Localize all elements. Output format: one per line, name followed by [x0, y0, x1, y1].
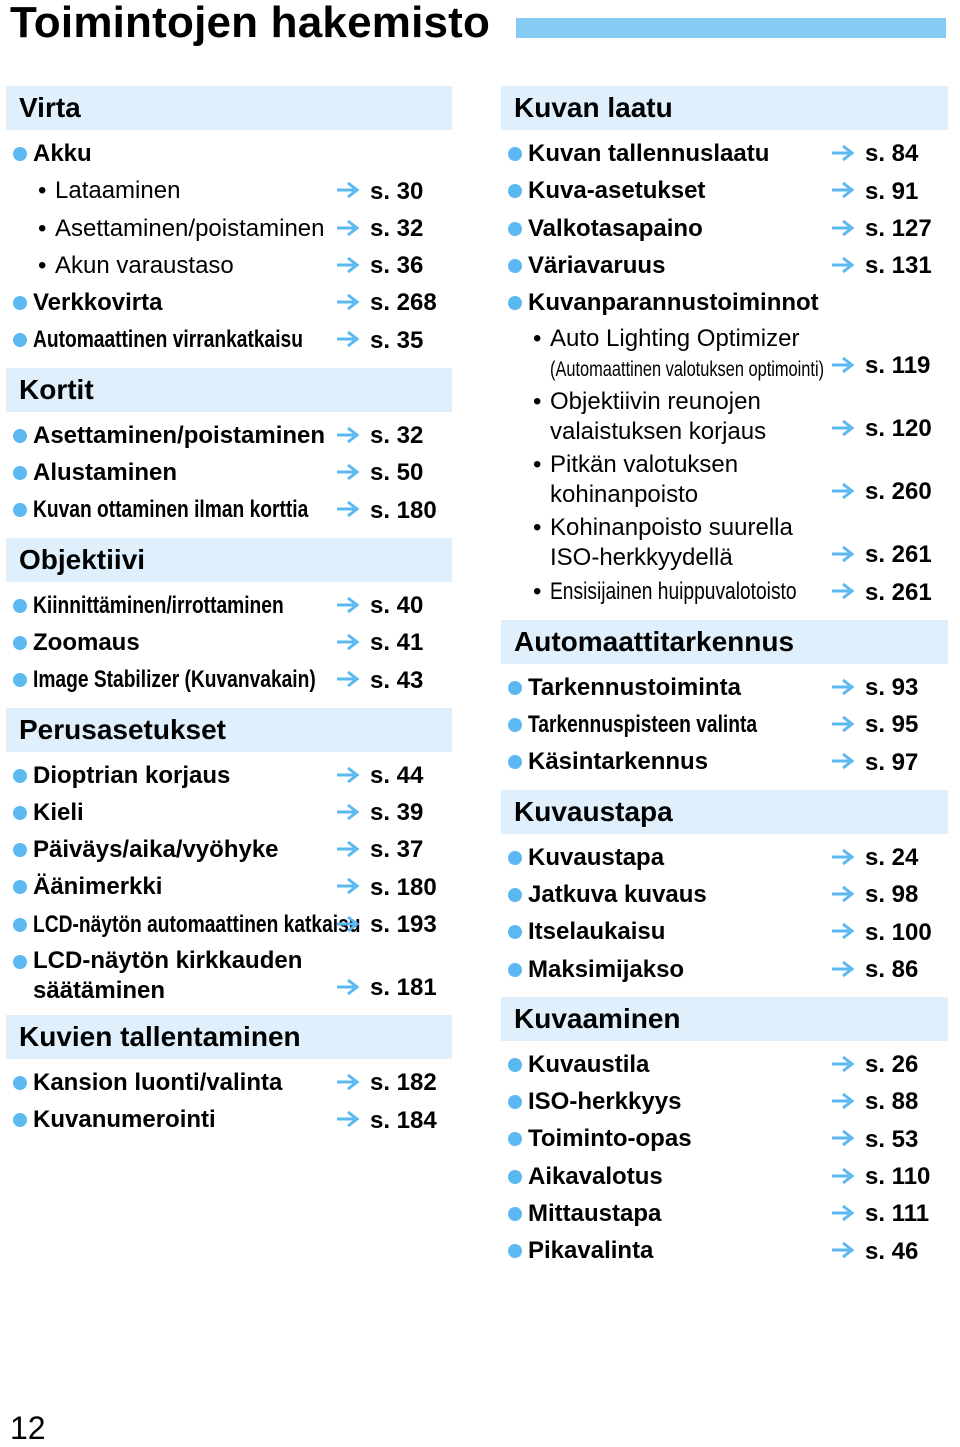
- page-reference[interactable]: [336, 417, 423, 454]
- entry-label-line-2: kohinanpoisto: [550, 481, 699, 509]
- index-entry[interactable]: [6, 321, 452, 358]
- entry-list: [501, 135, 948, 611]
- entry-label-line: Asettaminen/poistaminen: [33, 421, 326, 449]
- entry-label-line: Kieli: [33, 798, 84, 826]
- page-reference-text: s. 184: [370, 1106, 437, 1134]
- page-reference[interactable]: [831, 951, 918, 988]
- arrow-right-icon: [831, 143, 855, 163]
- section-heading: Kuvien tallentaminen: [6, 1015, 452, 1059]
- arrow-right-icon: [831, 1203, 855, 1223]
- page-reference[interactable]: [336, 906, 437, 943]
- page-reference-text: s. 40: [370, 591, 424, 619]
- page-reference[interactable]: [831, 247, 932, 284]
- page-reference-text: s. 131: [865, 252, 932, 280]
- title-accent-bar: [516, 18, 946, 38]
- index-entry[interactable]: [501, 247, 948, 284]
- entry-label-line: Kohinanpoisto suurella: [550, 514, 793, 542]
- entry-label-line: Kuvan ottaminen ilman korttia: [33, 496, 309, 524]
- page-reference[interactable]: [336, 662, 423, 699]
- index-entry[interactable]: [6, 1101, 452, 1138]
- index-entry[interactable]: [6, 757, 452, 794]
- arrow-right-icon: [831, 1166, 855, 1186]
- page-reference-text: s. 41: [370, 629, 424, 657]
- entry-label-line: Jatkuva kuvaus: [528, 880, 707, 908]
- page-reference-text: s. 88: [865, 1088, 919, 1116]
- page-reference[interactable]: [336, 1064, 437, 1101]
- entry-label-line: Image Stabilizer (Kuvanvakain): [33, 666, 316, 694]
- sub-bullet-icon: •: [533, 388, 542, 416]
- entry-label-line: Auto Lighting Optimizer: [550, 325, 800, 353]
- arrow-right-icon: [336, 977, 360, 997]
- arrow-right-icon: [831, 1054, 855, 1074]
- index-entry[interactable]: [501, 1232, 948, 1269]
- page-reference-text: s. 127: [865, 214, 932, 242]
- index-section: [501, 86, 948, 611]
- entry-label-line: Aikavalotus: [528, 1162, 663, 1190]
- page-reference[interactable]: [831, 1195, 929, 1232]
- page-reference[interactable]: [831, 706, 918, 743]
- index-entry[interactable]: [6, 247, 452, 284]
- entry-label-line: Lataaminen: [55, 177, 181, 205]
- entry-label-line-2: säätäminen: [33, 977, 166, 1005]
- page-reference[interactable]: [831, 876, 918, 913]
- page-reference[interactable]: [831, 173, 918, 210]
- entry-label-line: Mittaustapa: [528, 1200, 662, 1228]
- page-title: Toimintojen hakemisto: [10, 0, 491, 47]
- page-reference[interactable]: [831, 135, 918, 172]
- arrow-right-icon: [831, 714, 855, 734]
- page-reference-text: s. 261: [865, 541, 932, 569]
- entry-label-line-2: (Automaattinen valotuksen optimointi): [550, 358, 825, 382]
- arrow-right-icon: [336, 765, 360, 785]
- sub-bullet-icon: •: [38, 251, 47, 279]
- page-reference-text: s. 260: [865, 478, 932, 506]
- page-reference-text: s. 46: [865, 1237, 919, 1265]
- arrow-right-icon: [336, 839, 360, 859]
- entry-label-line: Kuvanumerointi: [33, 1106, 216, 1134]
- index-section: [6, 86, 452, 359]
- entry-label-line: Kansion luonti/valinta: [33, 1069, 283, 1097]
- index-entry[interactable]: [501, 284, 948, 321]
- index-entry[interactable]: [6, 906, 452, 943]
- page-number: 12: [10, 1410, 46, 1446]
- entry-label-line: LCD-näytön kirkkauden: [33, 947, 303, 975]
- index-entry[interactable]: [501, 743, 948, 780]
- right-column: [501, 86, 948, 1279]
- page-reference-text: s. 110: [865, 1163, 931, 1191]
- entry-label-line: Zoomaus: [33, 628, 140, 656]
- entry-label-line: Pitkän valotuksen: [550, 451, 739, 479]
- entry-label-line: Tarkennuspisteen valinta: [528, 711, 758, 739]
- index-entry[interactable]: [6, 491, 452, 528]
- entry-label: [501, 284, 948, 321]
- arrow-right-icon: [336, 255, 360, 275]
- page-reference-text: s. 35: [370, 326, 424, 354]
- index-entry[interactable]: [6, 943, 452, 1006]
- index-entry[interactable]: [6, 661, 452, 698]
- entry-label-line: ISO-herkkyys: [528, 1088, 682, 1116]
- arrow-right-icon: [336, 595, 360, 615]
- page-reference[interactable]: [336, 173, 423, 210]
- section-heading: Automaattitarkennus: [501, 620, 948, 664]
- page-reference[interactable]: [831, 210, 932, 247]
- index-section: [6, 538, 452, 699]
- index-entry[interactable]: [501, 669, 948, 706]
- arrow-right-icon: [831, 544, 855, 564]
- entry-list: [501, 839, 948, 988]
- page-reference-text: s. 91: [865, 177, 919, 205]
- arrow-right-icon: [831, 218, 855, 238]
- page-reference[interactable]: [336, 757, 423, 794]
- arrow-right-icon: [336, 802, 360, 822]
- page-reference-text: s. 180: [370, 873, 437, 901]
- entry-label-line: Kuvanparannustoiminnot: [528, 289, 819, 317]
- page-reference[interactable]: [336, 247, 423, 284]
- page-reference[interactable]: [831, 1046, 918, 1083]
- index-entry[interactable]: [501, 1120, 948, 1157]
- section-heading: Kortit: [6, 368, 452, 412]
- page-reference-text: s. 98: [865, 881, 919, 909]
- index-entry[interactable]: [501, 1158, 948, 1195]
- index-entry[interactable]: [501, 1195, 948, 1232]
- index-section: [501, 620, 948, 781]
- arrow-right-icon: [336, 425, 360, 445]
- page-reference-text: s. 120: [865, 415, 932, 443]
- page-reference[interactable]: [831, 1121, 918, 1158]
- sub-bullet-icon: •: [38, 214, 47, 242]
- arrow-right-icon: [831, 581, 855, 601]
- index-entry[interactable]: [6, 624, 452, 661]
- page-reference-text: s. 119: [865, 352, 931, 380]
- page-reference[interactable]: [336, 210, 423, 247]
- page-reference[interactable]: [831, 744, 918, 781]
- entry-label-line: Kiinnittäminen/irrottaminen: [33, 591, 284, 619]
- arrow-right-icon: [831, 921, 855, 941]
- page-reference-text: s. 39: [370, 799, 424, 827]
- arrow-right-icon: [336, 669, 360, 689]
- index-entry[interactable]: [6, 1064, 452, 1101]
- arrow-right-icon: [831, 1128, 855, 1148]
- arrow-right-icon: [831, 959, 855, 979]
- entry-label-line-2: valaistuksen korjaus: [550, 418, 767, 446]
- index-entry[interactable]: [501, 951, 948, 988]
- page-reference-text: s. 43: [370, 666, 424, 694]
- index-section: [501, 790, 948, 988]
- index-entry[interactable]: [6, 868, 452, 905]
- arrow-right-icon: [336, 632, 360, 652]
- page-reference-text: s. 111: [865, 1200, 930, 1228]
- entry-label-line: Kuvaustila: [528, 1050, 650, 1078]
- entry-label-line: Verkkovirta: [33, 289, 163, 317]
- entry-list: [6, 757, 452, 1006]
- section-heading: Kuvan laatu: [501, 86, 948, 130]
- arrow-right-icon: [336, 499, 360, 519]
- index-section: [6, 368, 452, 529]
- index-entry[interactable]: [501, 135, 948, 172]
- entry-list: [6, 587, 452, 699]
- page-reference-text: s. 50: [370, 459, 424, 487]
- entry-list: [6, 135, 452, 359]
- entry-label-line: Itselaukaisu: [528, 918, 666, 946]
- entry-label-line: Kuva-asetukset: [528, 177, 706, 205]
- page-reference[interactable]: [831, 1083, 918, 1120]
- entry-label-line: Akku: [33, 140, 92, 167]
- index-entry[interactable]: [501, 210, 948, 247]
- page-reference[interactable]: [336, 969, 437, 1006]
- index-entry[interactable]: [501, 1083, 948, 1120]
- entry-label-line: LCD-näytön automaattinen katkaisu: [33, 910, 361, 938]
- arrow-right-icon: [831, 884, 855, 904]
- index-entry[interactable]: [501, 706, 948, 743]
- index-entry[interactable]: [501, 172, 948, 209]
- entry-label-line: Valkotasapaino: [528, 214, 703, 242]
- entry-label-line: Tarkennustoiminta: [528, 673, 741, 701]
- arrow-right-icon: [336, 1072, 360, 1092]
- entry-label-line: Asettaminen/poistaminen: [55, 214, 325, 242]
- page-reference[interactable]: [831, 347, 930, 384]
- sub-bullet-icon: •: [533, 325, 542, 353]
- page-reference[interactable]: [831, 1158, 930, 1195]
- index-entry[interactable]: [501, 321, 948, 384]
- entry-label-line: Dioptrian korjaus: [33, 761, 231, 789]
- page-reference[interactable]: [336, 1102, 437, 1139]
- index-entry[interactable]: [6, 284, 452, 321]
- sub-bullet-icon: •: [533, 514, 542, 542]
- sub-bullet-icon: •: [38, 177, 47, 205]
- page-reference-text: s. 93: [865, 674, 919, 702]
- page-reference-text: s. 95: [865, 711, 919, 739]
- index-entry[interactable]: [501, 447, 948, 510]
- arrow-right-icon: [831, 751, 855, 771]
- page-reference-text: s. 24: [865, 843, 919, 871]
- arrow-right-icon: [336, 218, 360, 238]
- arrow-right-icon: [831, 677, 855, 697]
- page-reference-text: s. 193: [370, 911, 437, 939]
- entry-list: [6, 417, 452, 529]
- section-heading: Objektiivi: [6, 538, 452, 582]
- page-reference[interactable]: [831, 839, 918, 876]
- index-entry[interactable]: [501, 510, 948, 573]
- arrow-right-icon: [336, 914, 360, 934]
- page-reference[interactable]: [336, 284, 437, 321]
- entry-label-line: Akun varaustaso: [55, 251, 234, 279]
- index-entry[interactable]: [6, 794, 452, 831]
- entry-label-line: Pikavalinta: [528, 1237, 654, 1265]
- page-reference[interactable]: [831, 669, 918, 706]
- sub-bullet-icon: •: [533, 451, 542, 479]
- index-entry[interactable]: [501, 876, 948, 913]
- index-entry[interactable]: [6, 454, 452, 491]
- arrow-right-icon: [336, 462, 360, 482]
- arrow-right-icon: [336, 1109, 360, 1129]
- index-section: [501, 997, 948, 1270]
- page-reference[interactable]: [336, 831, 423, 868]
- index-entry[interactable]: [6, 417, 452, 454]
- entry-label-line: Alustaminen: [33, 459, 178, 487]
- arrow-right-icon: [831, 847, 855, 867]
- page-reference[interactable]: [831, 410, 932, 447]
- index-entry[interactable]: [501, 573, 948, 610]
- index-section: [6, 708, 452, 1006]
- section-heading: Virta: [6, 86, 452, 130]
- entry-label: [6, 135, 452, 172]
- index-entry[interactable]: [6, 831, 452, 868]
- arrow-right-icon: [831, 418, 855, 438]
- entry-label-line: Kuvan tallennuslaatu: [528, 140, 770, 167]
- arrow-right-icon: [831, 1091, 855, 1111]
- arrow-right-icon: [336, 876, 360, 896]
- entry-label-line: Ensisijainen huippuvalotoisto: [550, 578, 797, 606]
- page-reference[interactable]: [831, 574, 932, 611]
- page-reference-text: s. 261: [865, 578, 932, 606]
- page-reference[interactable]: [336, 492, 437, 529]
- index-entry[interactable]: [501, 839, 948, 876]
- page-reference[interactable]: [336, 794, 423, 831]
- entry-label-line: Maksimijakso: [528, 955, 685, 983]
- arrow-right-icon: [336, 292, 360, 312]
- page-reference[interactable]: [831, 473, 932, 510]
- page-reference-text: s. 26: [865, 1051, 919, 1079]
- arrow-right-icon: [831, 255, 855, 275]
- left-column: [6, 86, 452, 1148]
- index-entry[interactable]: [6, 135, 452, 172]
- arrow-right-icon: [336, 180, 360, 200]
- index-entry[interactable]: [501, 384, 948, 447]
- entry-label-line: Päiväys/aika/vyöhyke: [33, 836, 279, 864]
- page-reference[interactable]: [336, 454, 423, 491]
- section-heading: Kuvaaminen: [501, 997, 948, 1041]
- entry-label-line: Toiminto-opas: [528, 1125, 692, 1153]
- index-entry[interactable]: [501, 913, 948, 950]
- page-reference-text: s. 182: [370, 1069, 437, 1097]
- arrow-right-icon: [831, 180, 855, 200]
- page-reference-text: s. 97: [865, 748, 919, 776]
- page-reference-text: s. 32: [370, 422, 424, 450]
- entry-label-line: Käsintarkennus: [528, 748, 709, 776]
- index-entry[interactable]: [6, 172, 452, 209]
- arrow-right-icon: [336, 329, 360, 349]
- section-heading: Perusasetukset: [6, 708, 452, 752]
- index-entry[interactable]: [6, 210, 452, 247]
- page-reference-text: s. 37: [370, 836, 424, 864]
- page-reference-text: s. 30: [370, 177, 424, 205]
- index-entry[interactable]: [501, 1046, 948, 1083]
- section-heading: Kuvaustapa: [501, 790, 948, 834]
- page-reference[interactable]: [831, 1233, 918, 1270]
- entry-label-line: Äänimerkki: [33, 873, 163, 901]
- page-reference[interactable]: [336, 624, 423, 661]
- page-reference-text: s. 53: [865, 1125, 919, 1153]
- arrow-right-icon: [831, 481, 855, 501]
- page-reference-text: s. 268: [370, 289, 437, 317]
- page-reference[interactable]: [336, 322, 423, 359]
- page-reference[interactable]: [831, 914, 932, 951]
- entry-list: [501, 1046, 948, 1270]
- page-reference-text: s. 181: [370, 974, 437, 1002]
- entry-list: [6, 1064, 452, 1139]
- entry-label-line: Automaattinen virrankatkaisu: [33, 326, 303, 354]
- index-section: [6, 1015, 452, 1139]
- sub-bullet-icon: •: [533, 578, 542, 606]
- page-reference[interactable]: [831, 536, 932, 573]
- index-entry[interactable]: [6, 587, 452, 624]
- page-reference-text: s. 86: [865, 955, 919, 983]
- page-reference[interactable]: [336, 869, 437, 906]
- page-reference[interactable]: [336, 587, 423, 624]
- entry-label-line: Objektiivin reunojen: [550, 388, 761, 416]
- page-reference-text: s. 44: [370, 761, 424, 789]
- entry-list: [501, 669, 948, 781]
- entry-label-line-2: ISO-herkkyydellä: [550, 544, 733, 572]
- arrow-right-icon: [831, 355, 855, 375]
- page-reference-text: s. 84: [865, 140, 919, 168]
- entry-label-line: Kuvaustapa: [528, 843, 665, 871]
- entry-label-line: Väriavaruus: [528, 251, 666, 279]
- arrow-right-icon: [831, 1240, 855, 1260]
- page-reference-text: s. 32: [370, 214, 424, 242]
- page-reference-text: s. 100: [865, 918, 932, 946]
- page-reference-text: s. 36: [370, 252, 424, 280]
- page-reference-text: s. 180: [370, 496, 437, 524]
